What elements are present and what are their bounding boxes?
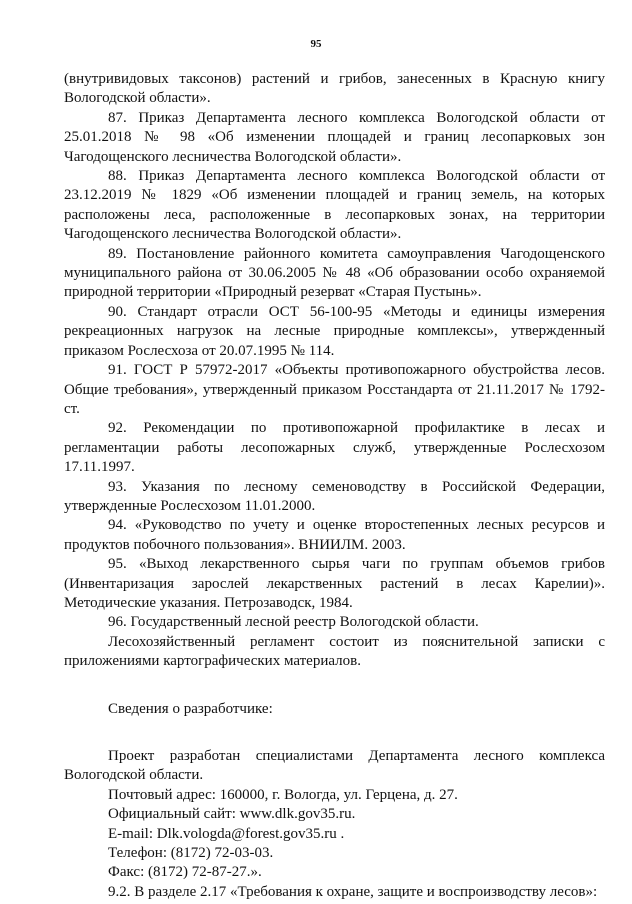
list-item-91: 91. ГОСТ Р 57972-2017 «Объекты противопожарного обустройства лесов. Общие требования», утвержденный приказом Росстандарта от 21.11.2017 № 1792-ст. (64, 362, 605, 417)
list-item-89: 89. Постановление районного комитета самоуправления Чагодощенского муниципального района от 30.06.2005 № 48 «Об образовании особо охраняемой природной территории «Природный резерват «Старая Пустынь». (64, 245, 605, 301)
developer-fax: Факс: (8172) 72-87-27.». (108, 864, 262, 881)
list-item-90: 90. Стандарт отрасли ОСТ 56-100-95 «Методы и единицы измерения рекреационных нагрузок на лесные природные комплексы», утвержденный приказом Рослесхоза от 20.07.1995 № 114. (64, 303, 605, 359)
list-item-88: 88. Приказ Департамента лесного комплекса Вологодской области от 23.12.2019 № 1829 «Об изменении площадей и границ земель, на которых расположены леса, расположенные в лесопарковых зонах, на территории Чагодощенского лесничества Вологодской области». (64, 168, 605, 243)
developer-email: E-mail: Dlk.vologda@forest.gov35.ru . (108, 825, 345, 842)
list-item-95: 95. «Выход лекарственного сырья чаги по группам объемов грибов (Инвентаризация зарослей лекарственных растений в лесах Карелии)». Методические указания. Петрозаводск, 1984. (64, 556, 605, 611)
list-item-93: 93. Указания по лесному семеноводству в Российской Федерации, утвержденные Рослесхозом 11.01.2000. (64, 478, 605, 514)
regulation-composition-note: Лесохозяйственный регламент состоит из пояснительной записки с приложениями картографических материалов. (64, 633, 605, 670)
section-amendment-paragraph: 9.2. В разделе 2.17 «Требования к охране, защите и воспроизводству лесов»: (108, 883, 598, 900)
developer-heading: Сведения о разработчике: (108, 700, 273, 717)
developer-website: Официальный сайт: www.dlk.gov35.ru. (108, 806, 356, 823)
page-content (64, 70, 605, 902)
list-item-92: 92. Рекомендации по противопожарной профилактике в лесах и регламентации работы лесопожарных служб, утвержденные Рослесхозом 17.11.1997. (64, 420, 605, 476)
page-number: 95 (310, 38, 322, 50)
list-item-87: 87. Приказ Департамента лесного комплекса Вологодской области от 25.01.2018 № 98 «Об изменении площадей и границ лесопарковых зон Чагодощенского лесничества Вологодской области». (64, 109, 605, 165)
developer-address: Почтовый адрес: 160000, г. Вологда, ул. Герцена, д. 27. (108, 786, 458, 803)
spacer (64, 672, 605, 700)
paragraph-continuation: (внутривидовых таксонов) растений и грибов, занесенных в Красную книгу Вологодской области». (64, 71, 605, 107)
list-item-96: 96. Государственный лесной реестр Вологодской области. (108, 614, 479, 631)
spacer (64, 719, 605, 747)
developer-phone: Телефон: (8172) 72-03-03. (108, 845, 274, 862)
developer-intro: Проект разработан специалистами Департамента лесного комплекса Вологодской области. (64, 748, 605, 784)
list-item-94: 94. «Руководство по учету и оценке второстепенных лесных ресурсов и продуктов побочного пользования». ВНИИЛМ. 2003. (64, 517, 605, 553)
